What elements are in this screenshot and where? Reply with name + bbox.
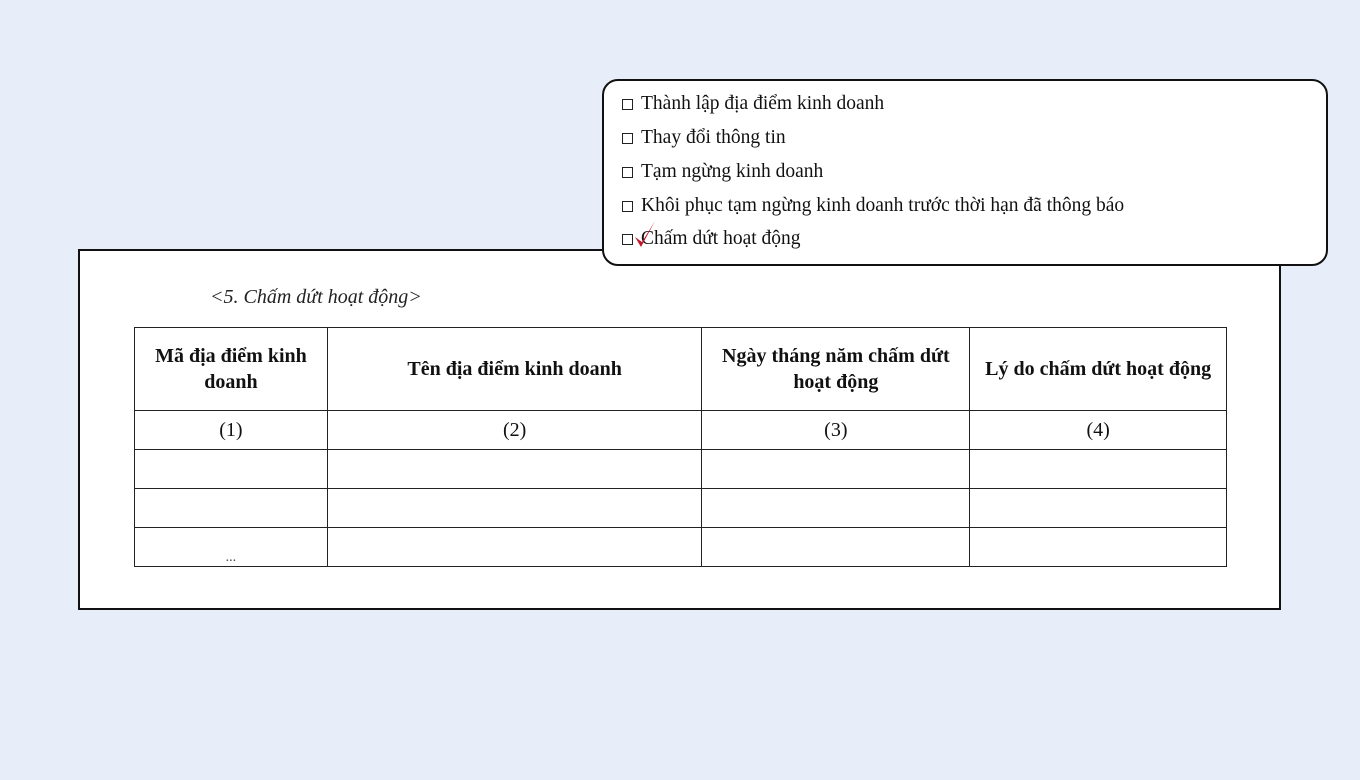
checkbox-icon[interactable] [622,201,633,212]
header-name: Tên địa điểm kinh doanh [327,328,702,411]
checkbox-icon[interactable] [622,99,633,110]
checkbox-icon[interactable] [622,167,633,178]
checkbox-icon[interactable] [622,133,633,144]
table-cell [327,450,702,489]
checkbox-icon[interactable] [622,234,633,245]
header-reason: Lý do chấm dứt hoạt động [970,328,1227,411]
table-cell [327,528,702,567]
option-establish[interactable] [622,93,884,115]
table-row [135,450,1227,489]
option-label: Tạm ngừng kinh doanh [641,161,824,182]
option-label: Khôi phục tạm ngừng kinh doanh trước thời hạn đã thông báo [641,195,1125,216]
option-resume[interactable] [622,195,1124,217]
ellipsis-cell: ... [135,528,328,567]
column-number: (3) [702,411,970,450]
option-label: Thay đổi thông tin [641,127,786,148]
table-cell [702,528,970,567]
table-row [135,489,1227,528]
table-cell [702,450,970,489]
table-header-row [135,328,1227,411]
table-number-row [135,411,1227,450]
option-change-info[interactable] [622,127,786,149]
column-number: (4) [970,411,1227,450]
table-cell [970,528,1227,567]
table-cell [327,489,702,528]
table-cell [135,450,328,489]
option-label: Chấm dứt hoạt động [641,228,801,249]
option-suspend[interactable] [622,161,823,183]
termination-table [134,327,1227,567]
checkmark-icon [634,220,656,248]
section-title: <5. Chấm dứt hoạt động> [210,286,422,308]
column-number: (1) [135,411,328,450]
header-code: Mã địa điểm kinh doanh [135,328,328,411]
table-cell [135,489,328,528]
table-cell [970,450,1227,489]
table-row [135,528,1227,567]
table-cell [702,489,970,528]
table-cell [970,489,1227,528]
option-label: Thành lập địa điểm kinh doanh [641,93,885,114]
options-callout [602,79,1328,266]
column-number: (2) [327,411,702,450]
header-date: Ngày tháng năm chấm dứt hoạt động [702,328,970,411]
